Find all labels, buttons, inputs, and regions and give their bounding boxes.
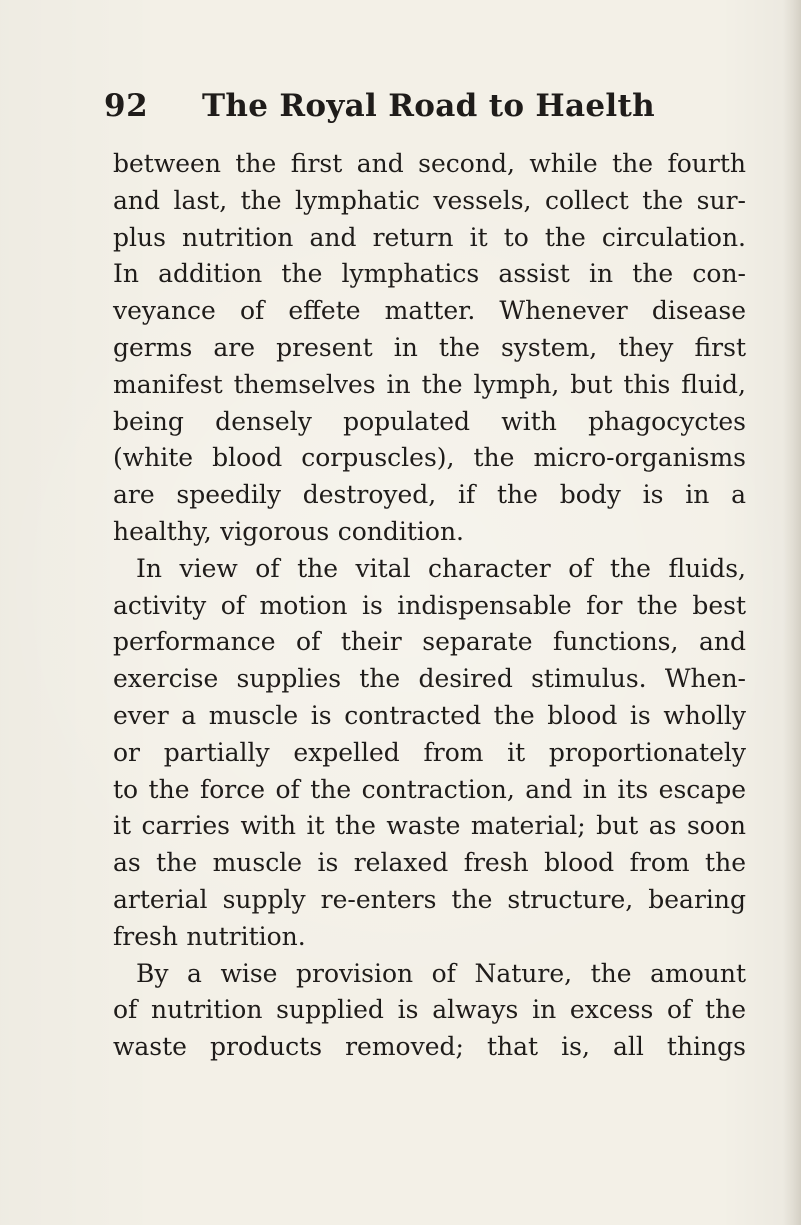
text-line: exercise supplies the desired stimulus. When-: [113, 664, 746, 694]
text-line: waste products removed; that is, all things: [113, 1032, 746, 1062]
text-line: to the force of the contraction, and in its escape: [113, 774, 746, 804]
text-line: In addition the lymphatics assist in the con-: [113, 259, 746, 289]
text-line: activity of motion is indispensable for the best: [113, 590, 746, 620]
text-line: as the muscle is relaxed fresh blood from the: [113, 848, 746, 878]
page-number: 92: [104, 88, 149, 124]
text-line: or partially expelled from it proportionately: [113, 737, 746, 767]
text-line: of nutrition supplied is always in excess of the: [113, 995, 746, 1025]
text-line: (white blood corpuscles), the micro-organisms: [113, 443, 746, 473]
text-line: are speedily destroyed, if the body is in a: [113, 480, 746, 510]
text-line: and last, the lymphatic vessels, collect the sur-: [113, 185, 746, 215]
body-text: [113, 146, 746, 1166]
running-title: The Royal Road to Haelth: [202, 88, 655, 124]
text-line: manifest themselves in the lymph, but this fluid,: [113, 369, 746, 399]
text-line: ever a muscle is contracted the blood is wholly: [113, 700, 746, 730]
text-line: healthy, vigorous condition.: [113, 516, 464, 546]
text-line: fresh nutrition.: [113, 921, 306, 951]
text-line: being densely populated with phagocyctes: [113, 406, 746, 436]
text-line: germs are present in the system, they first: [113, 332, 746, 362]
page-edge-shadow: [783, 0, 801, 1225]
text-line: performance of their separate functions, and: [113, 627, 746, 657]
text-line: it carries with it the waste material; but as soon: [113, 811, 746, 841]
text-line: arterial supply re-enters the structure, bearing: [113, 884, 746, 914]
text-line: veyance of effete matter. Whenever disease: [113, 296, 746, 326]
paragraph-start-line: In view of the vital character of the fluids,: [136, 553, 746, 583]
page-header: [104, 86, 704, 126]
paragraph-start-line: By a wise provision of Nature, the amount: [136, 958, 746, 988]
text-line: plus nutrition and return it to the circulation.: [113, 222, 746, 252]
text-line: between the first and second, while the fourth: [113, 149, 746, 178]
